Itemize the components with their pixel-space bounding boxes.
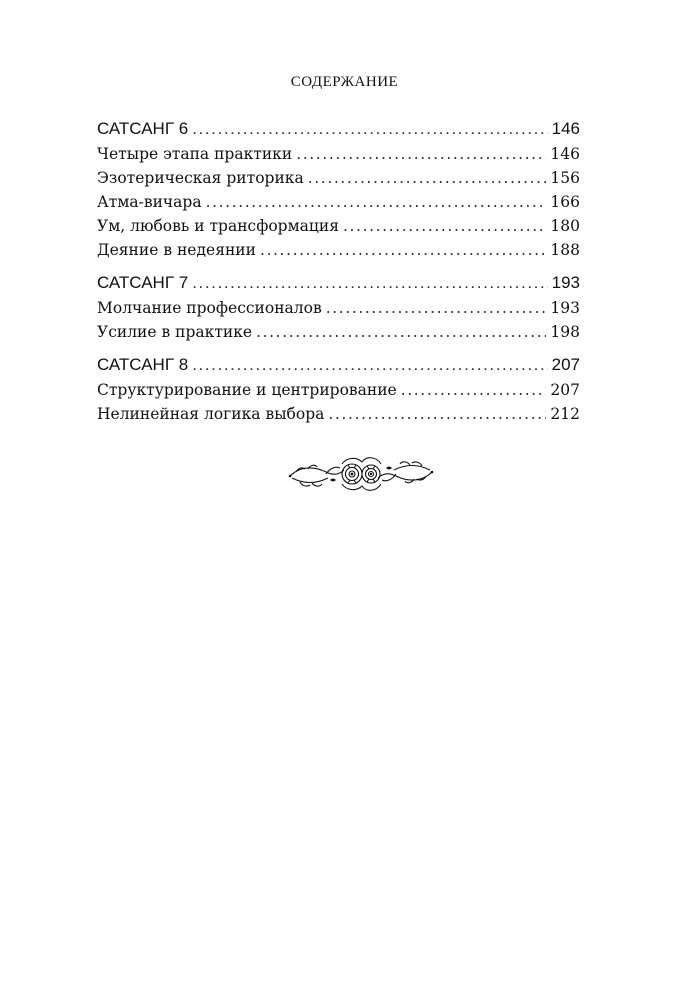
toc-entry-row[interactable] [97, 142, 580, 166]
table-of-contents [97, 116, 580, 426]
toc-leader-dots [328, 402, 546, 426]
toc-entry-row[interactable] [97, 166, 580, 190]
toc-leader-dots [401, 378, 547, 402]
toc-entry-row[interactable] [97, 238, 580, 262]
toc-leader-dots [260, 238, 546, 262]
toc-page-number: 207 [550, 381, 580, 399]
toc-page-number: 212 [550, 405, 580, 423]
toc-leader-dots [206, 190, 547, 214]
toc-leader-dots [192, 352, 547, 378]
toc-page-number: 146 [551, 119, 580, 138]
toc-entry-label: САТСАНГ 8 [97, 355, 189, 374]
toc-entry-row[interactable] [97, 190, 580, 214]
toc-entry-row[interactable] [97, 402, 580, 426]
toc-entry-row[interactable] [97, 296, 580, 320]
toc-leader-dots [326, 296, 547, 320]
toc-entry-row[interactable] [97, 320, 580, 344]
toc-entry-row[interactable] [97, 214, 580, 238]
toc-entry-label: Ум, любовь и трансформация [97, 217, 339, 235]
toc-page-number: 188 [550, 241, 580, 259]
toc-entry-label: Структурирование и центрирование [97, 381, 397, 399]
toc-leader-dots [343, 214, 546, 238]
toc-leader-dots [192, 270, 547, 296]
toc-page-number: 193 [551, 273, 580, 292]
toc-entry-label: Нелинейная логика выбора [97, 405, 325, 423]
toc-entry-label: Деяние в недеянии [97, 241, 256, 259]
toc-entry-label: Усилие в практике [97, 323, 253, 341]
toc-entry-label: Молчание профессионалов [97, 299, 322, 317]
toc-page-number: 180 [550, 217, 580, 235]
floral-ornament-icon [286, 452, 436, 496]
toc-page-number: 166 [550, 193, 580, 211]
toc-section-row[interactable] [97, 116, 580, 142]
toc-page-number: 207 [551, 355, 580, 374]
toc-entry-label: Четыре этапа практики [97, 145, 293, 163]
toc-page-number: 193 [550, 299, 580, 317]
toc-entry-label: САТСАНГ 6 [97, 119, 189, 138]
toc-section-row[interactable] [97, 352, 580, 378]
toc-entry-label: Эзотерическая риторика [97, 169, 304, 187]
toc-page-number: 156 [550, 169, 580, 187]
toc-leader-dots [192, 116, 547, 142]
toc-section-row[interactable] [97, 270, 580, 296]
toc-leader-dots [296, 142, 546, 166]
toc-page-number: 146 [550, 145, 580, 163]
toc-entry-label: САТСАНГ 7 [97, 273, 189, 292]
toc-leader-dots [256, 320, 546, 344]
toc-entry-row[interactable] [97, 378, 580, 402]
page-title: СОДЕРЖАНИЕ [290, 74, 399, 90]
toc-page-number: 198 [550, 323, 580, 341]
toc-entry-label: Атма-вичара [97, 193, 202, 211]
toc-leader-dots [308, 166, 547, 190]
